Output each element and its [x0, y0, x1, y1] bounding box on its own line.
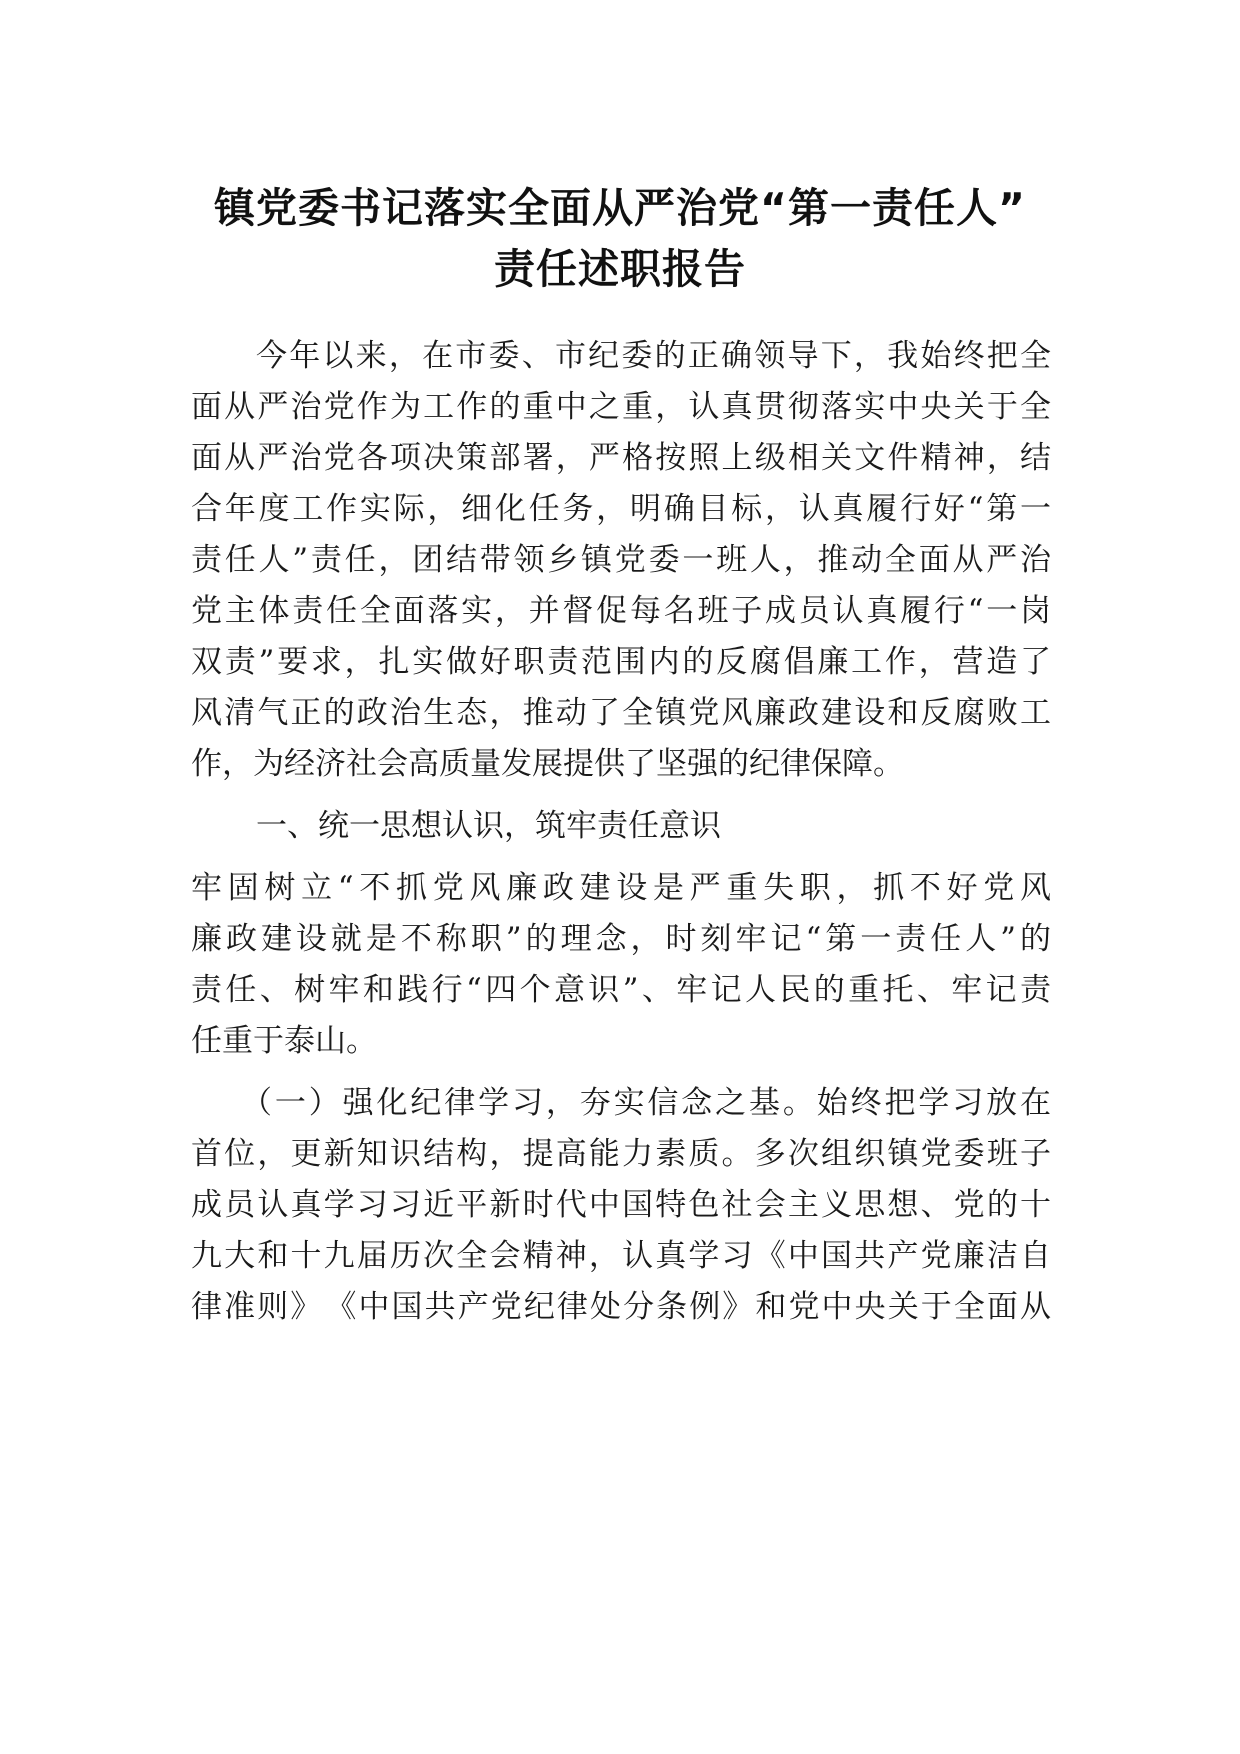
paragraph-1-line-7: 双责”要求，扎实做好职责范围内的反腐倡廉工作，营造了	[191, 644, 1051, 680]
paragraph-3-line-4: 任重于泰山。	[191, 1023, 377, 1059]
paragraph-1-line-5: 责任人”责任，团结带领乡镇党委一班人，推动全面从严治	[191, 542, 1051, 578]
section-heading-1: 一、统一思想认识，筑牢责任意识	[256, 808, 721, 844]
paragraph-3-line-3: 责任、树牢和践行“四个意识”、牢记人民的重托、牢记责	[191, 972, 1051, 1008]
paragraph-1-line-9: 作，为经济社会高质量发展提供了坚强的纪律保障。	[191, 746, 904, 782]
paragraph-4-line-3: 成员认真学习习近平新时代中国特色社会主义思想、党的十	[191, 1187, 1051, 1223]
paragraph-4-line-2: 首位，更新知识结构，提高能力素质。多次组织镇党委班子	[191, 1136, 1051, 1172]
document-title-line-2: 责任述职报告	[494, 245, 746, 293]
paragraph-4-line-4: 九大和十九届历次全会精神，认真学习《中国共产党廉洁自	[191, 1238, 1051, 1274]
paragraph-1-line-2: 面从严治党作为工作的重中之重，认真贯彻落实中央关于全	[191, 389, 1051, 425]
paragraph-3-line-1: 牢固树立“不抓党风廉政建设是严重失职，抓不好党风	[191, 870, 1051, 906]
paragraph-1-line-6: 党主体责任全面落实，并督促每名班子成员认真履行“一岗	[191, 593, 1051, 629]
paragraph-4-line-1: （一）强化纪律学习，夯实信念之基。始终把学习放在	[241, 1085, 1051, 1121]
paragraph-1-line-4: 合年度工作实际，细化任务，明确目标，认真履行好“第一	[191, 491, 1051, 527]
paragraph-1-line-8: 风清气正的政治生态，推动了全镇党风廉政建设和反腐败工	[191, 695, 1051, 731]
paragraph-4-line-5: 律准则》 《中国共产党纪律处分条例》和党中央关于全面从	[191, 1289, 1051, 1325]
paragraph-3-line-2: 廉政建设就是不称职”的理念，时刻牢记“第一责任人”的	[191, 921, 1051, 957]
paragraph-1-line-3: 面从严治党各项决策部署，严格按照上级相关文件精神，结	[191, 440, 1051, 476]
document-title-line-1: 镇党委书记落实全面从严治党“第一责任人”	[214, 184, 1026, 232]
paragraph-1-line-1: 今年以来，在市委、市纪委的正确领导下，我始终把全	[256, 338, 1051, 374]
